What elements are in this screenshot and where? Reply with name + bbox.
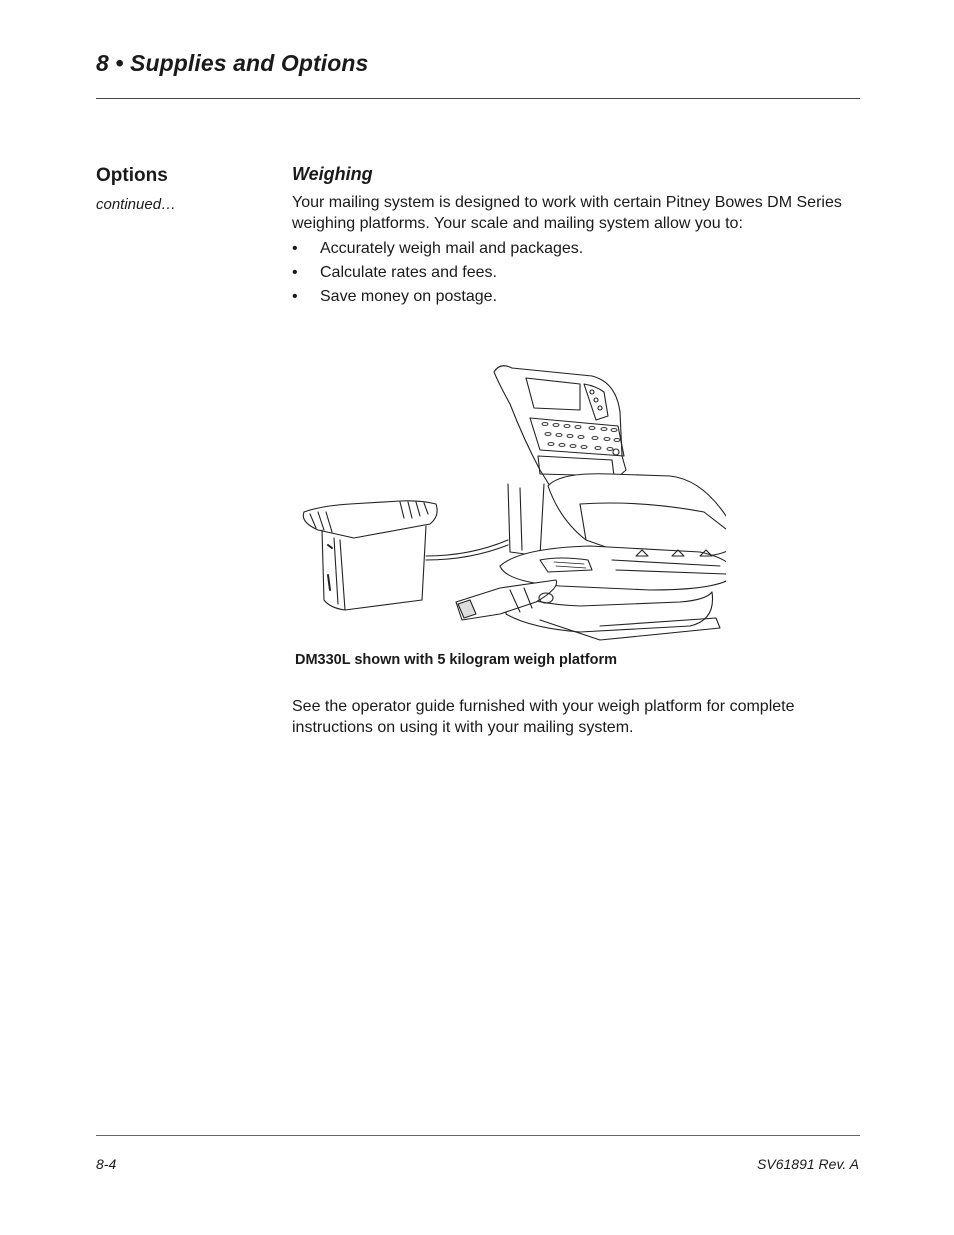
bullet-icon: •	[292, 288, 298, 305]
document-id: SV61891 Rev. A	[757, 1156, 859, 1172]
footer-rule	[96, 1135, 860, 1136]
scale-cable	[426, 540, 508, 556]
mailing-system-illustration	[296, 360, 726, 646]
list-item-text: Accurately weigh mail and packages.	[320, 240, 584, 257]
subsection-heading: Weighing	[292, 164, 373, 184]
intro-paragraph: Your mailing system is designed to work with certain Pitney Bowes DM Series weighing platforms. Your scale and mailing system allow you to:	[292, 194, 842, 232]
list-item	[292, 286, 583, 310]
bullet-icon: •	[292, 264, 298, 281]
bullet-icon: •	[292, 240, 298, 257]
meter-drawing	[456, 366, 726, 640]
list-item	[292, 238, 583, 262]
list-item	[292, 262, 583, 286]
outro-paragraph: See the operator guide furnished with your weigh platform for complete instructions on using it with your mailing system.	[292, 698, 795, 736]
list-item-text: Save money on postage.	[320, 288, 498, 305]
continued-note: continued…	[96, 196, 177, 213]
figure-caption: DM330L shown with 5 kilogram weigh platform	[295, 652, 618, 668]
header-rule	[96, 98, 860, 99]
weigh-platform-drawing	[303, 501, 437, 610]
section-heading: Options	[96, 165, 168, 186]
chapter-title: 8 • Supplies and Options	[96, 50, 369, 76]
list-item-text: Calculate rates and fees.	[320, 264, 497, 281]
benefits-list	[292, 238, 583, 310]
page-number: 8-4	[96, 1156, 117, 1172]
